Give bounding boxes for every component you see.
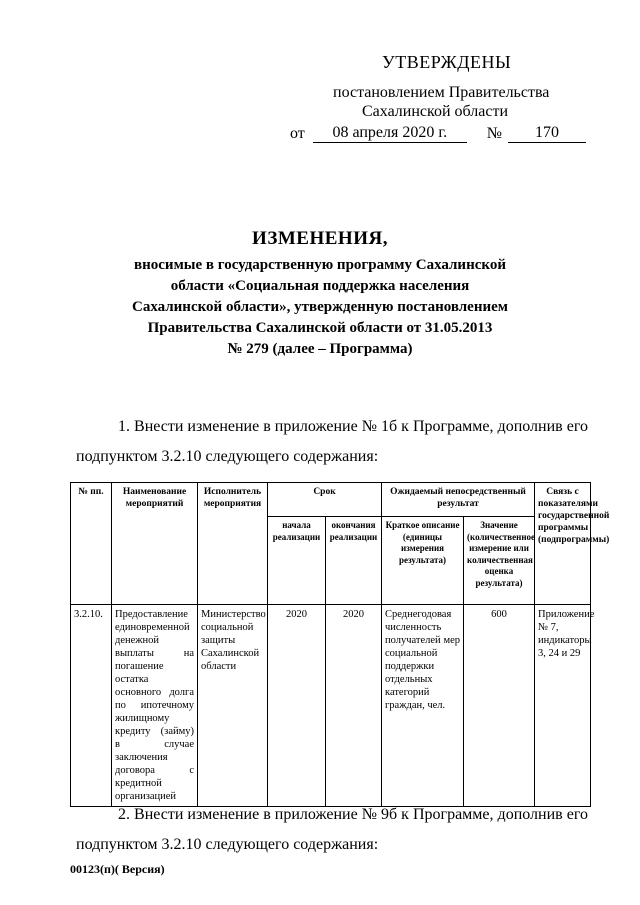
header-term: Срок (268, 483, 382, 517)
number-prefix: № (486, 125, 503, 142)
header-term-end: окончания реализации (326, 517, 382, 605)
approval-title: УТВЕРЖДЕНЫ (382, 52, 512, 72)
document-subtitle (100, 255, 540, 360)
document-title: ИЗМЕНЕНИЯ, (252, 228, 388, 249)
cell-end: 2020 (326, 605, 382, 807)
date-value: 08 апреля 2020 г. (313, 124, 467, 143)
cell-num: 3.2.10. (71, 605, 112, 807)
date-prefix: от (290, 125, 305, 142)
approval-date-line (290, 124, 586, 143)
cell-desc: Среднегодовая численность получателей мер социальной поддержки отдельных категорий граждан, чел. (382, 605, 464, 807)
cell-start: 2020 (268, 605, 326, 807)
measures-table (70, 482, 610, 807)
header-num: № пп. (71, 483, 112, 605)
cell-executor: Министерство социальной защиты Сахалинской области (198, 605, 268, 807)
header-name: Наименование мероприятий (112, 483, 198, 605)
subtitle-line-5: № 279 (далее – Программа) (227, 341, 413, 357)
approval-line-2: Сахалинской области (362, 103, 509, 120)
header-term-start: начала реализации (268, 517, 326, 605)
paragraph-1: 1. Внести изменение в приложение № 1б к Программе, дополнив его подпунктом 3.2.10 следующего содержания: (76, 418, 588, 465)
document-footer: 00123(п)( Версия) (70, 862, 165, 876)
cell-name: Предоставление единовременной денежной выплаты на погашение остатка основного долга по ипотечному жилищному кредиту (займу) в случае заключения договора с кредитной организацией (112, 605, 198, 807)
header-executor: Исполнитель мероприятия (198, 483, 268, 605)
header-result-desc: Краткое описание (единицы измерения результата) (382, 517, 464, 605)
table-row (71, 605, 591, 807)
paragraph-2: 2. Внести изменение в приложение № 9б к Программе, дополнив его подпунктом 3.2.10 следующего содержания: (76, 806, 588, 853)
cell-value: 600 (464, 605, 535, 807)
subtitle-line-1: вносимые в государственную программу Сахалинской (134, 257, 506, 273)
cell-link: Приложение № 7, индикаторы 3, 24 и 29 (535, 605, 591, 807)
header-result: Ожидаемый непосредственный результат (382, 483, 535, 517)
number-value: 170 (508, 124, 586, 143)
approval-line-1: постановлением Правительства (333, 84, 550, 101)
subtitle-line-3: Сахалинской области», утвержденную постановлением (131, 299, 509, 315)
subtitle-line-2: области «Социальная поддержка населения (170, 278, 470, 294)
header-link: Связь с показателями государственной программы (подпрограммы) (535, 483, 591, 605)
subtitle-line-4: Правительства Сахалинской области от 31.05.2013 (147, 320, 493, 336)
header-result-value: Значение (количественное измерение или количественная оценка результата) (464, 517, 535, 605)
